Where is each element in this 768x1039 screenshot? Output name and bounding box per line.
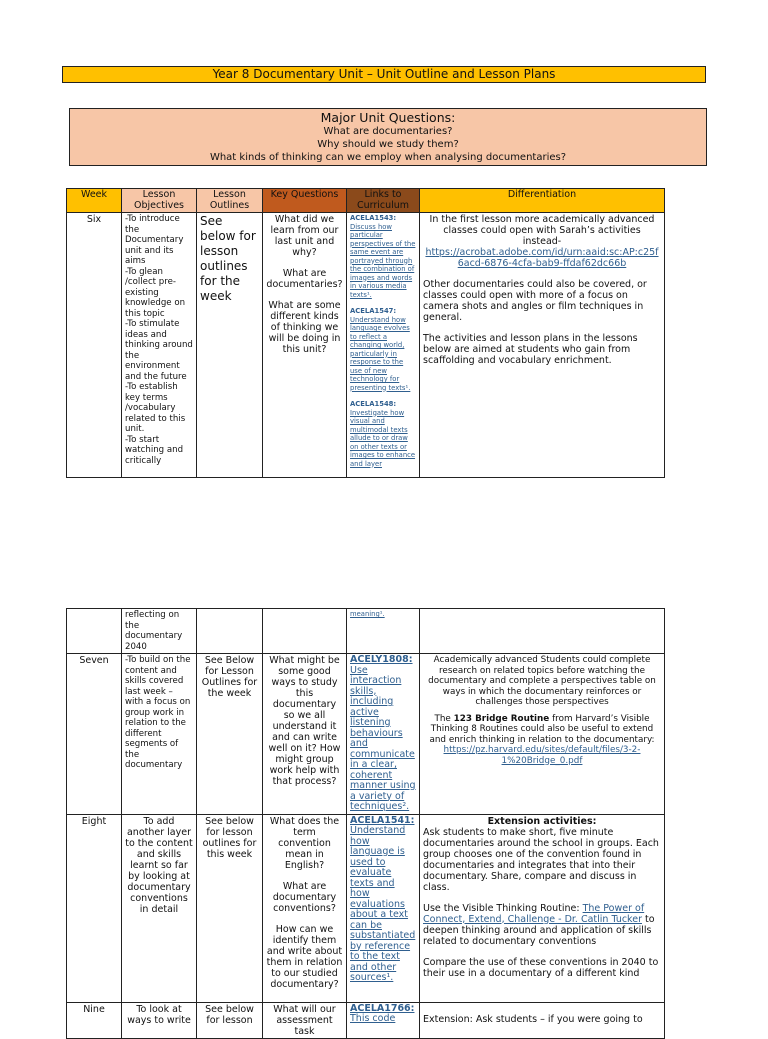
key-question: What are some different kinds of thinking we will be doing in this unit? [268, 300, 341, 355]
curriculum-description-link[interactable]: Discuss how particular perspectives of the same event are portrayed through the combination of images and words in various media texts¹. [350, 222, 416, 299]
curriculum-links-cell [347, 814, 420, 1002]
differentiation-text: In the first lesson more academically advanced classes could open with Sarah’s activities instead- [429, 214, 655, 247]
curriculum-code-link[interactable]: ACELA1548: [350, 400, 397, 408]
outline-cell: See below for lesson [197, 1002, 263, 1038]
differentiation-cell [420, 814, 665, 1002]
objectives-cell: -To build on the content and skills covered last week – with a focus on group work in relation to the different segments of the documentary [122, 654, 197, 815]
document-title: Year 8 Documentary Unit – Unit Outline and Lesson Plans [62, 66, 706, 83]
curriculum-description-link[interactable]: Investigate how visual and multimodal texts allude to or draw on other texts or images to enhance and layer [350, 408, 416, 468]
key-question: How can we identify them and write about them in relation to our studied documentary? [266, 923, 343, 990]
table-row-week-seven [67, 654, 665, 815]
major-question-3: What kinds of thinking can we employ when analysing documentaries? [209, 152, 567, 163]
differentiation-text: Other documentaries could also be covered, or classes could open with more of a focus on camera shots and angles or film techniques in general. [423, 279, 647, 323]
differentiation-text: The [434, 713, 451, 724]
differentiation-text: Academically advanced Students could complete research on related topics before watching the documentary and complete a perspectives table on ways in which the documentary reinforces or challenges those perspectives [428, 655, 656, 707]
curriculum-links-cell [347, 213, 420, 478]
extension-heading: Extension activities: [487, 815, 597, 827]
table-row-continued [67, 609, 665, 654]
key-question: What did we learn from our last unit and why? [270, 214, 339, 258]
differentiation-text: Use the Visible Thinking Routine: [423, 902, 583, 914]
key-questions-cell: What might be some good ways to study this documentary so we all understand it and can write well on it? How might group work help with that process? [263, 654, 347, 815]
curriculum-description-link[interactable]: Understand how language evolves to reflect a changing world, particularly in response to the use of new technology for presenting texts¹. [350, 315, 411, 392]
curriculum-code-link[interactable]: ACELA1547: [350, 307, 397, 315]
objectives-cell: To add another layer to the content and skills learnt so far by looking at documentary conventions in detail [122, 814, 197, 1002]
header-key-questions: Key Questions [263, 189, 347, 213]
objectives-cell: reflecting on the documentary 2040 [122, 609, 197, 654]
key-question: What are documentary conventions? [272, 880, 337, 914]
major-unit-questions [69, 108, 707, 166]
lesson-table-page-2 [66, 608, 665, 1039]
curriculum-code-link[interactable]: ACELA1766: [350, 1002, 415, 1014]
differentiation-text: from Harvard’s Visible Thinking 8 Routines could also be useful to extend and enrich thinking in relation to the documentary: [429, 713, 655, 745]
objectives-cell: To look at ways to write [122, 1002, 197, 1038]
outline-cell [197, 609, 263, 654]
key-question: What are documentaries? [266, 268, 343, 290]
outline-cell: See below for lesson outlines for the week [197, 213, 263, 478]
table-row-week-eight [67, 814, 665, 1002]
adobe-activities-link[interactable]: https://acrobat.adobe.com/id/urn:aaid:sc:AP:c25f6acd-6876-4cfa-bab9-ffdaf62dc66b [425, 247, 659, 269]
header-week: Week [67, 189, 122, 213]
visible-thinking-link[interactable]: The Power of Connect, Extend, Challenge - Dr. Catlin Tucker [423, 902, 645, 925]
week-cell [67, 609, 122, 654]
curriculum-links-cell [347, 609, 420, 654]
major-question-1: What are documentaries? [323, 126, 453, 137]
key-questions-cell [263, 609, 347, 654]
key-questions-cell [263, 814, 347, 1002]
header-objectives: Lesson Objectives [122, 189, 197, 213]
curriculum-description-link[interactable]: This code [350, 1013, 396, 1024]
differentiation-cell [420, 609, 665, 654]
key-questions-cell [263, 213, 347, 478]
differentiation-cell [420, 213, 665, 478]
week-cell: Eight [67, 814, 122, 1002]
week-cell: Six [67, 213, 122, 478]
key-questions-cell: What will our assessment task [263, 1002, 347, 1038]
curriculum-links-cell [347, 1002, 420, 1038]
header-links: Links to Curriculum [347, 189, 420, 213]
curriculum-links-cell [347, 654, 420, 815]
header-outlines: Lesson Outlines [197, 189, 263, 213]
outline-cell: See Below for Lesson Outlines for the week [197, 654, 263, 815]
curriculum-description-link[interactable]: Use interaction skills, including active listening behaviours and communicate in a clear, coherent manner using a variety of techniques². [350, 664, 416, 812]
table-row-week-six [67, 213, 665, 478]
differentiation-text: to deepen thinking around and application of skills related to documentary conventions [423, 913, 655, 947]
outline-cell: See below for lesson outlines for this week [197, 814, 263, 1002]
table-header-row [67, 189, 665, 213]
key-question: What does the term convention mean in English? [269, 815, 340, 871]
curriculum-description-link[interactable]: meaning¹. [350, 610, 385, 618]
week-cell: Nine [67, 1002, 122, 1038]
curriculum-description-link[interactable]: Understand how language is used to evaluate texts and how evaluations about a text can be substantiated by reference to the text and other sources¹. [350, 825, 416, 983]
curriculum-code-link[interactable]: ACELA1541: [350, 814, 415, 826]
differentiation-text: Ask students to make short, five minute documentaries around the school in groups. Each group chooses one of the convention found in documentaries and integrates that into their documentary. Share, compare and discuss in class. [423, 826, 659, 893]
differentiation-cell [420, 654, 665, 815]
routine-name: 123 Bridge Routine [453, 713, 550, 724]
curriculum-code-link[interactable]: ACELY1808: [350, 654, 413, 665]
differentiation-cell: Extension: Ask students – if you were going to [420, 1002, 665, 1038]
header-differentiation: Differentiation [420, 189, 665, 213]
differentiation-text: Compare the use of these conventions in 2040 to their use in a documentary of a different kind [423, 956, 659, 979]
week-cell: Seven [67, 654, 122, 815]
objectives-cell: -To introduce the Documentary unit and its aims -To glean /collect pre-existing knowledge on this topic -To stimulate ideas and thinking around the environment and the future -To establish key terms /vocabulary related to this unit. -To start watching and critically [122, 213, 197, 478]
curriculum-code-link[interactable]: ACELA1543: [350, 214, 397, 222]
differentiation-text: The activities and lesson plans in the lessons below are aimed at students who gain from scaffolding and vocabulary enrichment. [423, 333, 638, 366]
major-question-2: Why should we study them? [317, 139, 459, 150]
lesson-table-page-1 [66, 188, 665, 478]
harvard-bridge-link[interactable]: https://pz.harvard.edu/sites/default/files/3-2-1%20Bridge_0.pdf [443, 745, 641, 766]
major-questions-heading: Major Unit Questions: [320, 110, 456, 125]
table-row-week-nine [67, 1002, 665, 1038]
